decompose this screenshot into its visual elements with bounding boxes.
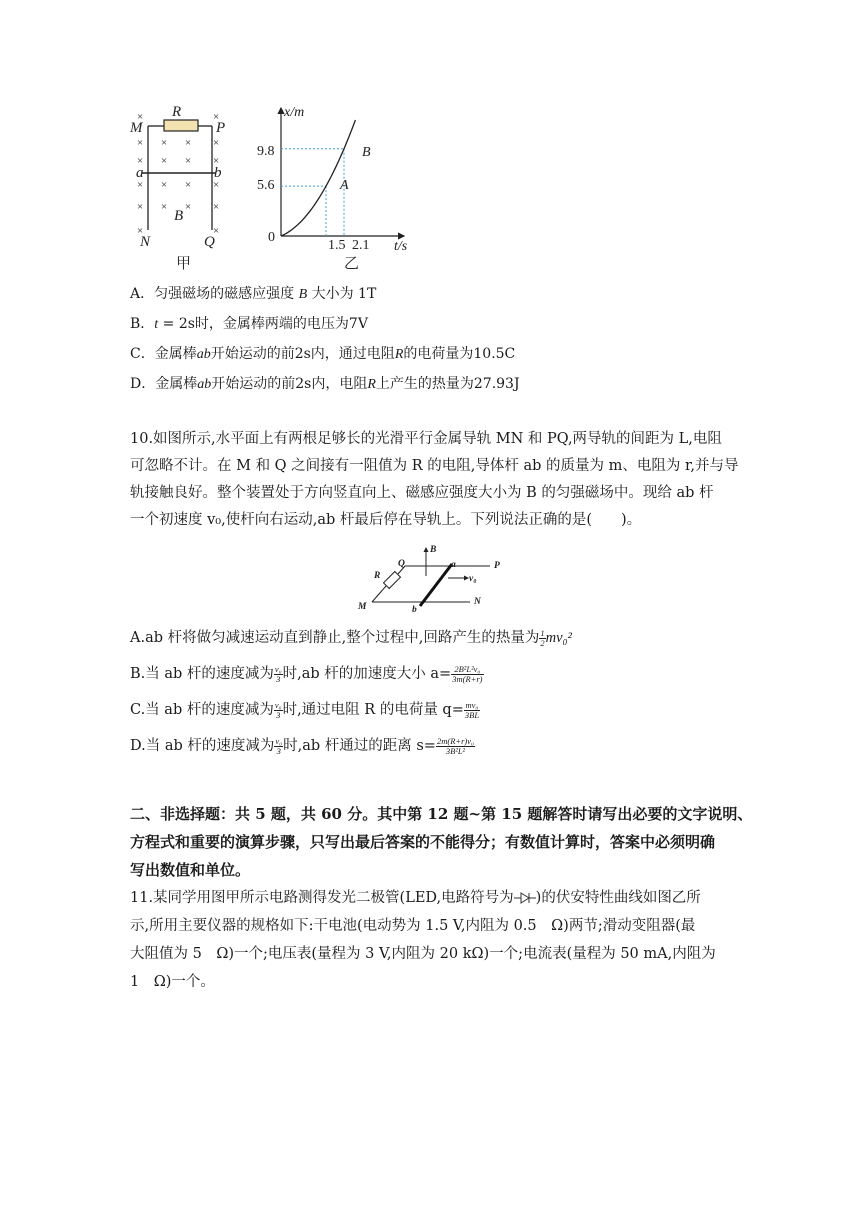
q10-option-A[interactable]: A.ab 杆将做匀减速运动直到静止,整个过程中,回路产生的热量为 $\frac{1}{2}$ mv₀² [130, 627, 572, 648]
label-R: R [374, 571, 381, 581]
svg-text:×: × [137, 155, 144, 167]
svg-text:×: × [137, 137, 144, 149]
q11-line1: 11.某同学用图甲所示电路测得发光二极管(LED,电路符号为 )的伏安特性曲线如图乙所 [130, 890, 701, 906]
q9-option-B[interactable]: B．t = 2s时，金属棒两端的电压为7V [130, 316, 368, 332]
svg-text:×: × [185, 179, 192, 191]
point-A-label: A [340, 178, 349, 193]
q9-option-C[interactable]: C．金属棒ab开始运动的前2s内，通过电阻R的电荷量为10.5C [130, 346, 516, 362]
q10-option-B[interactable]: B.当 ab 杆的速度减为 $\frac{\text{v₀}}{3}$ 时,ab 杆的加速度大小 a= $\frac{\text{2B²L²v₀}}{3m(R+r)}$ [130, 663, 483, 684]
label-b: b [412, 605, 417, 615]
label-R: R [172, 104, 182, 120]
label-M: M [358, 602, 367, 612]
label-B: B [430, 545, 437, 555]
caption-jia: 甲 [176, 254, 192, 272]
q9-option-A[interactable]: A．匀强磁场的磁感应强度 B 大小为 1T [130, 286, 377, 302]
label-Q: Q [398, 559, 405, 569]
svg-text:×: × [137, 179, 144, 191]
svg-text:×: × [213, 201, 220, 213]
led-symbol-icon [514, 891, 536, 905]
svg-text:×: × [213, 111, 220, 123]
y-tick-9.8: 9.8 [257, 144, 275, 159]
y-axis-label: x/m [284, 105, 305, 120]
label-Q: Q [204, 234, 215, 250]
svg-text:×: × [213, 225, 220, 237]
y-tick-5.6: 5.6 [257, 178, 275, 193]
section2-heading-line1: 二、非选择题：共 5 题，共 60 分。其中第 12 题~第 15 题解答时请写出必要的文字说明、 [130, 805, 753, 823]
svg-text:×: × [213, 155, 220, 167]
figure-yi-xt-graph [248, 100, 418, 275]
point-B-label: B [362, 145, 371, 160]
label-N: N [474, 597, 481, 607]
svg-text:×: × [161, 201, 168, 213]
caption-yi: 乙 [344, 254, 360, 272]
rod-ab [420, 564, 452, 606]
svg-text:×: × [213, 137, 220, 149]
q9-option-D[interactable]: D．金属棒ab开始运动的前2s内，电阻R上产生的热量为27.93J [130, 376, 520, 392]
svg-text:×: × [185, 155, 192, 167]
q10-rail-figure [350, 540, 520, 615]
label-b: b [214, 165, 222, 181]
label-a: a [136, 165, 144, 181]
svg-text:×: × [185, 201, 192, 213]
label-N: N [140, 234, 151, 250]
figure-jia-circuit [128, 100, 238, 275]
q10-option-D[interactable]: D.当 ab 杆的速度减为 $\frac{\text{v₀}}{3}$ 时,ab 杆通过的距离 s= $\frac{\text{2m(R+r)v₀}}{\text{3B²L²}}$ [130, 735, 474, 756]
svg-text:×: × [185, 137, 192, 149]
label-B: B [174, 208, 184, 224]
section2-heading-line2: 方程式和重要的演算步骤，只写出最后答案的不能得分；有数值计算时，答案中必须明确 [130, 833, 716, 851]
label-M: M [130, 120, 143, 136]
section2-heading-line3: 写出数值和单位。 [130, 861, 251, 879]
q11-line4: 1 Ω)一个。 [130, 974, 215, 990]
svg-text:×: × [137, 201, 144, 213]
cross: × [137, 111, 144, 123]
resistor-R [384, 572, 401, 589]
label-P: P [494, 561, 500, 571]
label-P: P [216, 120, 226, 136]
resistor-R [164, 120, 198, 131]
svg-text:×: × [213, 179, 220, 191]
svg-text:×: × [137, 225, 144, 237]
x-tick-2.1: 2.1 [352, 238, 370, 253]
label-v0: v₀ [469, 574, 477, 584]
x-axis-label: t/s [394, 239, 408, 254]
q10-stem-line3: 轨接触良好。整个装置处于方向竖直向上、磁感应强度大小为 B 的匀强磁场中。现给 ab 杆 [130, 485, 714, 501]
svg-text:×: × [161, 179, 168, 191]
svg-text:×: × [161, 137, 168, 149]
q10-stem-line2: 可忽略不计。在 M 和 Q 之间接有一阻值为 R 的电阻,导体杆 ab 的质量为 m、电阻为 r,并与导 [130, 458, 739, 474]
q11-line3: 大阻值为 5 Ω)一个;电压表(量程为 3 V,内阻为 20 kΩ)一个;电流表(量程为 50 mA,内阻为 [130, 946, 716, 962]
q11-line2: 示,所用主要仪器的规格如下:干电池(电动势为 1.5 V,内阻为 0.5 Ω)两节;滑动变阻器(最 [130, 918, 696, 934]
x-tick-1.5: 1.5 [328, 238, 346, 253]
svg-text:×: × [161, 155, 168, 167]
origin-label: 0 [268, 230, 275, 245]
q10-option-C[interactable]: C.当 ab 杆的速度减为 $\frac{\text{v₀}}{3}$ 时,通过电阻 R 的电荷量 q= $\frac{\text{mv₀}}{3BL}$ [130, 699, 480, 720]
label-a: a [451, 560, 456, 570]
q10-stem-line4: 一个初速度 v₀,使杆向右运动,ab 杆最后停在导轨上。下列说法正确的是( )。 [130, 512, 642, 528]
q10-stem-line1: 10.如图所示,水平面上有两根足够长的光滑平行金属导轨 MN 和 PQ,两导轨的间距为 L,电阻 [130, 431, 722, 447]
